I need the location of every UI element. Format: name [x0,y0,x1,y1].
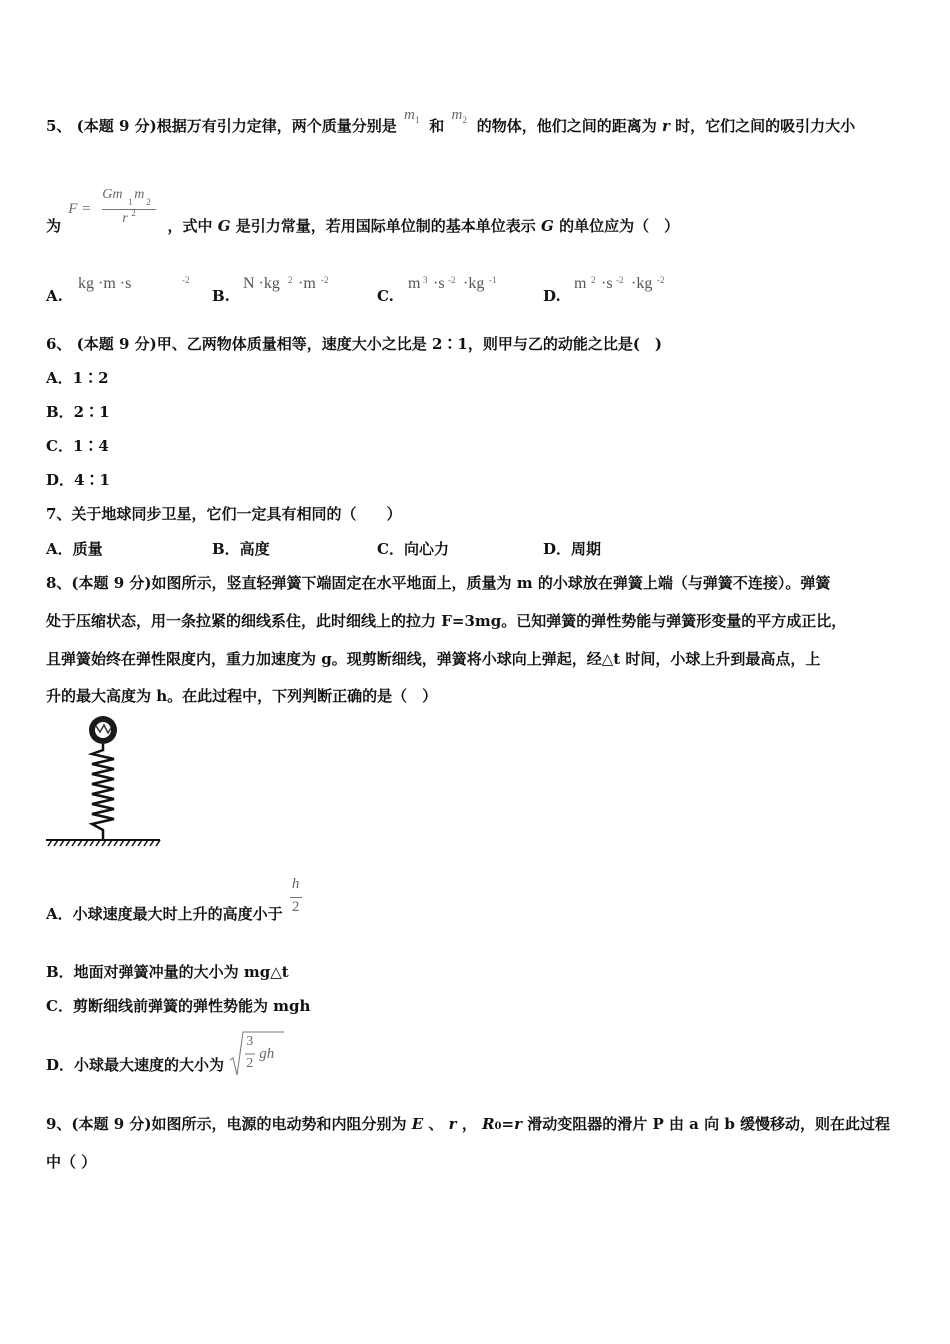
q5-and: 和 [429,117,445,135]
q5-formula-den: r [122,211,128,226]
q5-text-a: 5、 (本题 9 分)根据万有引力定律，两个质量分别是 [46,117,397,135]
q5-formula [66,187,162,231]
q5-formula-sub1: 1 [128,197,133,207]
q6-stem: 6、 (本题 9 分)甲、乙两物体质量相等，速度大小之比是 2∶1，则甲与乙的动能之比是( ) [46,335,663,353]
q5-m2-letter: m [451,107,463,123]
q9-R0-sub: 0 [494,1121,502,1132]
q5-option-d-sup-b: -2 [616,275,624,285]
q5-option-b-label: B. [212,287,230,305]
q8-option-a-text: A．小球速度最大时上升的高度小于 [46,905,283,923]
q5-line2 [46,187,680,236]
q6-option-d[interactable]: D．4∶1 [46,471,110,489]
q8-frac-num: h [291,876,300,892]
q8-line-1: 8、(本题 9 分)如图所示，竖直轻弹簧下端固定在水平地面上，质量为 m 的小球放在弹簧上端（与弹簧不连接）。弹簧 [46,574,831,592]
q9-r: r [448,1115,457,1133]
q6-option-a[interactable]: A．1∶2 [46,369,109,387]
q5-option-c-sup-b: -2 [448,275,456,285]
q8-line-4: 升的最大高度为 h。在此过程中，下列判断正确的是（ ） [46,687,438,705]
q9-comma: 、 [428,1115,444,1133]
q5-option-d-label: D. [543,287,561,305]
q5-option-d-unit-b: ·s [601,275,613,292]
q9-R0: R [482,1115,495,1133]
q5-m2-sub: 2 [462,115,467,125]
q8-frac-den: 2 [291,899,300,915]
q8-option-a[interactable] [46,876,306,924]
q5-G2: G [541,217,554,235]
q6-option-b[interactable]: B．2∶1 [46,403,110,421]
q5-option-c-unit-b: ·s [433,275,445,292]
q9-r2: r [514,1115,522,1133]
q5-option-b-sup-a: 2 [288,275,293,285]
q5-G: G [217,217,231,235]
q7-option-b[interactable]: B．高度 [212,540,270,558]
q5-m1-sub: 1 [414,115,420,125]
q5-option-c-unit-c: ·kg [463,275,485,292]
ground [46,840,160,846]
q9-text-a: 9、(本题 9 分)如图所示，电源的电动势和内阻分别为 [46,1115,407,1133]
q9-line2: 中（ ） [46,1153,97,1171]
q5-formula-den-sup: 2 [131,208,136,218]
q9-text-b: ， [461,1115,477,1133]
q5-formula-F: F = [68,201,92,217]
q8-sqrt-gh: gh [259,1046,275,1062]
q8-option-d-text: D．小球最大速度的大小为 [46,1056,225,1074]
q5-option-d-unit-a: m [574,275,587,292]
q5-r: r [661,117,670,135]
q5-option-c-label: C. [377,287,394,305]
q7-stem: 7、关于地球同步卫星，它们一定具有相同的（ ） [46,505,402,523]
q5-option-a-label: A. [46,287,63,305]
q5-formula-num-m: m [134,187,145,202]
q9-line1 [46,1113,890,1134]
q5-m2 [449,107,471,131]
q6-option-c[interactable]: C．1∶4 [46,437,109,455]
q5-option-c[interactable] [377,275,497,305]
sqrt-symbol [229,1030,285,1078]
q5-formula-bar [102,209,156,210]
q5-option-c-sup-c: -1 [489,275,497,285]
q5-line1 [46,107,856,136]
q7-option-d[interactable]: D．周期 [543,540,602,558]
q5-line2-c: 是引力常量，若用国际单位制的基本单位表示 [235,217,536,235]
q5-option-a-sup: -2 [182,275,190,285]
q5-option-b-sup-b: -2 [321,275,329,285]
q5-line2-d: 的单位应为（ ） [559,217,680,235]
q8-option-c[interactable]: C．剪断细线前弹簧的弹性势能为 mgh [46,997,311,1015]
q8-line-3: 且弹簧始终在弹性限度内，重力加速度为 g。现剪断细线，弹簧将小球向上弹起，经△t 时间，小球上升到最高点，上 [46,650,821,668]
q7-option-a[interactable]: A．质量 [46,540,103,558]
q8-option-d[interactable] [46,1034,285,1075]
q5-formula-sub2: 2 [146,197,151,207]
q5-option-b-unit-a: N ·kg [243,275,280,292]
q5-option-b-unit-b: ·m [298,275,316,292]
q8-option-d-sqrt [229,1034,285,1071]
q5-option-d[interactable] [543,275,665,305]
q5-option-c-unit-a: m [408,275,421,292]
q8-sqrt-den: 2 [246,1056,254,1071]
q5-m1 [402,107,424,131]
spring [92,744,114,840]
q5-option-b[interactable] [212,275,329,305]
spring-ball-figure [44,712,164,852]
q5-option-d-sup-c: -2 [657,275,665,285]
q8-option-b[interactable]: B．地面对弹簧冲量的大小为 mg△t [46,963,289,981]
q9-eq: = [501,1115,515,1133]
q8-frac-bar [290,897,302,898]
q8-line-2: 处于压缩状态，用一条拉紧的细线系住，此时细线上的拉力 F=3mg。已知弹簧的弹性势能与弹簧形变量的平方成正比， [46,612,847,630]
q5-text-c: 时，它们之间的吸引力大小 [675,117,856,135]
q5-option-a[interactable] [46,275,190,305]
q5-text-b: 的物体，他们之间的距离为 [476,117,657,135]
q5-m1-letter: m [403,107,415,123]
q9-text-c: 滑动变阻器的滑片 P 由 a 向 b 缓慢移动，则在此过程 [527,1115,891,1133]
q7-option-c[interactable]: C．向心力 [377,540,449,558]
q5-formula-num: Gm [102,187,123,202]
q5-line2-b: ，式中 [167,217,213,235]
q5-option-a-unit: kg ·m ·s [78,275,132,292]
q5-option-d-unit-c: ·kg [631,275,653,292]
q5-line2-a: 为 [46,217,62,235]
q5-option-c-sup-a: 3 [423,275,428,285]
q8-option-a-fraction [288,876,306,919]
q8-sqrt-num: 3 [246,1034,254,1049]
q5-option-d-sup-a: 2 [591,275,596,285]
q9-E: E [411,1115,424,1133]
ball [89,716,117,744]
